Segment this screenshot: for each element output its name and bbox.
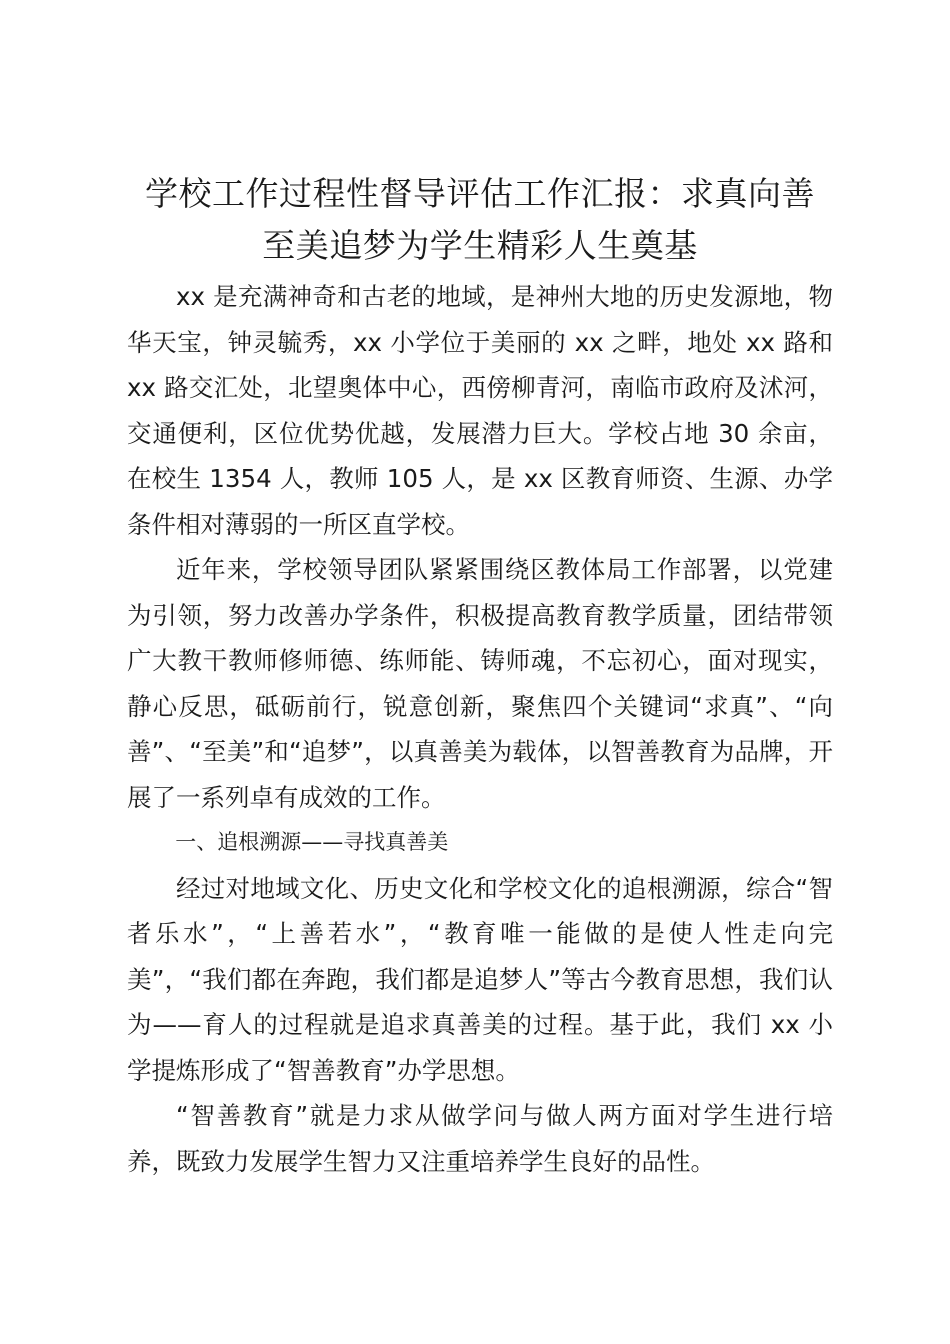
section-paragraph-1: 经过对地域文化、历史文化和学校文化的追根溯源，综合“智者乐水”，“上善若水”，“教育唯一能做的是使人性走向完美”，“我们都在奔跑，我们都是追梦人”等古今教育思想，我们认为——育人的过程就是追求真善美的过程。基于此，我们 xx 小学提炼形成了“智善教育”办学思想。 bbox=[127, 873, 833, 1085]
title-line-1: 学校工作过程性督导评估工作汇报：求真向善 bbox=[145, 174, 815, 213]
intro-paragraph: xx 是充满神奇和古老的地域，是神州大地的历史发源地，物华天宝，钟灵毓秀，xx 小学位于美丽的 xx 之畔，地处 xx 路和 xx 路交汇处，北望奥体中心，西傍柳青河，南临市政府及沭河，交通便利，区位优势优越，发展潜力巨大。学校占地 30 余亩，在校生 1354 人，教师 105 人，是 xx 区教育师资、生源、办学条件相对薄弱的一所区直学校。 bbox=[127, 282, 833, 539]
title-line-2: 至美追梦为学生精彩人生奠基 bbox=[262, 226, 698, 265]
document-title bbox=[127, 168, 833, 272]
document-page bbox=[127, 168, 833, 1184]
section-paragraph-2: “智善教育”就是力求从做学问与做人两方面对学生进行培养，既致力发展学生智力又注重培养学生良好的品性。 bbox=[127, 1101, 833, 1176]
overview-paragraph: 近年来，学校领导团队紧紧围绕区教体局工作部署，以党建为引领，努力改善办学条件，积极提高教育教学质量，团结带领广大教干教师修师德、练师能、铸师魂，不忘初心，面对现实，静心反思，砥砺前行，锐意创新，聚焦四个关键词“求真”、“向善”、“至美”和“追梦”，以真善美为载体，以智善教育为品牌，开展了一系列卓有成效的工作。 bbox=[127, 555, 833, 812]
section-heading: 一、追根溯源——寻找真善美 bbox=[175, 830, 449, 854]
